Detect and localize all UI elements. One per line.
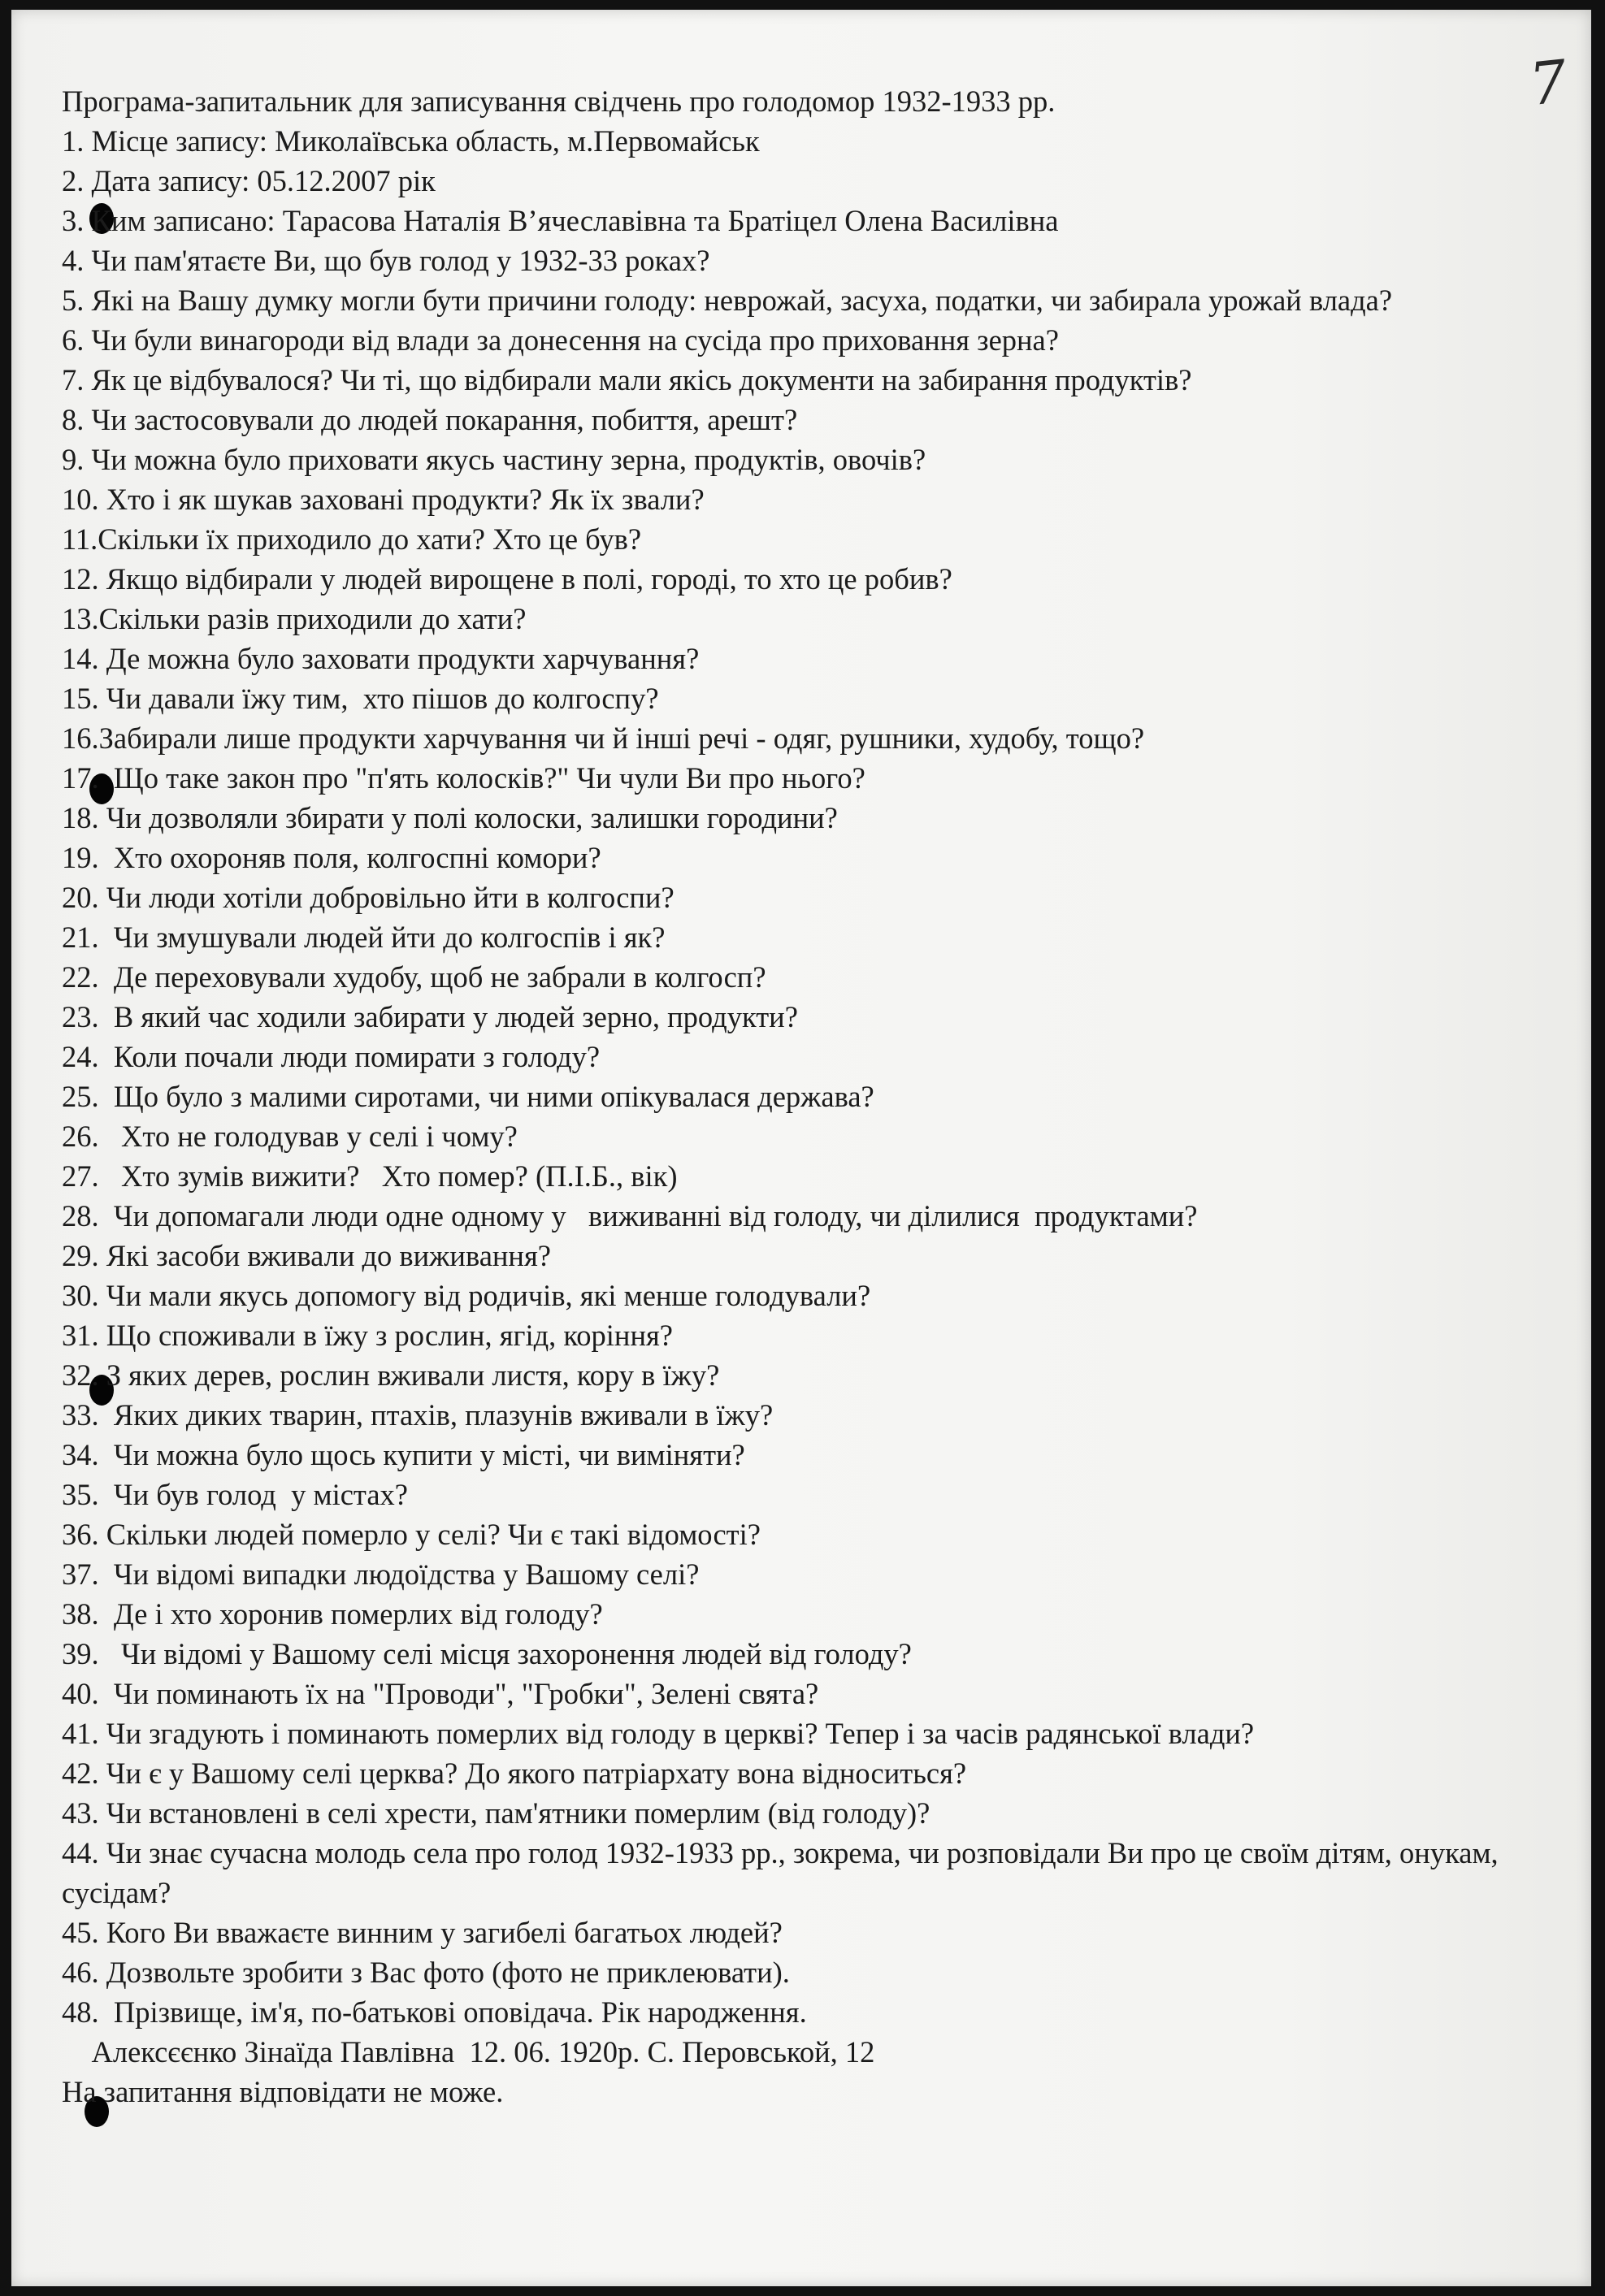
question-line: 5. Які на Вашу думку могли бути причини голоду: неврожай, засуха, податки, чи забирала урожай влада? [62, 284, 1393, 317]
question-line: 19. Хто охороняв поля, колгоспні комори? [62, 841, 601, 874]
question-line: 45. Кого Ви вважаєте винним у загибелі багатьох людей? [62, 1916, 783, 1949]
question-line: 32. З яких дерев, рослин вживали листя, кору в їжу? [62, 1358, 720, 1392]
question-line: 1. Місце запису: Миколаївська область, м.Первомайськ [62, 124, 760, 158]
question-line: 27. Хто зумів вижити? Хто помер? (П.І.Б., вік) [62, 1159, 678, 1193]
question-line: 21. Чи змушували людей йти до колгоспів і як? [62, 921, 666, 954]
question-line: 15. Чи давали їжу тим, хто пішов до колгоспу? [62, 682, 659, 715]
question-line: 20. Чи люди хотіли добровільно йти в колгоспи? [62, 881, 675, 914]
question-line: 36. Скільки людей померло у селі? Чи є такі відомості? [62, 1518, 761, 1551]
question-line: 44. Чи знає сучасна молодь села про голод 1932-1933 рр., зокрема, чи розповідали Ви про це своїм дітям, онукам, сусідам? [62, 1836, 1499, 1909]
question-line: 11.Скільки їх приходило до хати? Хто це був? [62, 522, 642, 556]
question-line: 40. Чи поминають їх на "Проводи", "Гробки", Зелені свята? [62, 1677, 819, 1710]
question-line: 14. Де можна було заховати продукти харчування? [62, 642, 700, 675]
question-line: 7. Як це відбувалося? Чи ті, що відбирали мали якісь документи на забирання продуктів? [62, 363, 1192, 396]
respondent-line: Алексєєнко Зінаїда Павлівна 12. 06. 1920р. С. Перовськой, 12 [62, 2035, 875, 2069]
question-line: 2. Дата запису: 05.12.2007 рік [62, 164, 436, 197]
question-line: 3. Ким записано: Тарасова Наталія В’ячеславівна та Братіцел Олена Василівна [62, 204, 1059, 237]
question-line: 4. Чи пам'ятаєте Ви, що був голод у 1932-33 роках? [62, 244, 710, 277]
question-line: 22. Де переховували худобу, щоб не забрали в колгосп? [62, 960, 766, 994]
question-line: 23. В який час ходили забирати у людей зерно, продукти? [62, 1000, 798, 1033]
question-line: 28. Чи допомагали люди одне одному у виживанні від голоду, чи ділилися продуктами? [62, 1199, 1198, 1232]
question-line: 10. Хто і як шукав заховані продукти? Як їх звали? [62, 483, 705, 516]
question-line: 41. Чи згадують і поминають померлих від голоду в церкві? Тепер і за часів радянської влади? [62, 1717, 1255, 1750]
handwritten-page-number: 7 [1525, 46, 1571, 119]
question-line: 33. Яких диких тварин, птахів, плазунів вживали в їжу? [62, 1398, 774, 1432]
question-line: 9. Чи можна було приховати якусь частину зерна, продуктів, овочів? [62, 443, 926, 476]
question-line: 12. Якщо відбирали у людей вирощене в полі, городі, то хто це робив? [62, 562, 952, 596]
closing-note: На запитання відповідати не може. [62, 2075, 504, 2108]
question-line: 18. Чи дозволяли збирати у полі колоски, залишки городини? [62, 801, 838, 834]
question-line: 8. Чи застосовували до людей покарання, побиття, арешт? [62, 403, 798, 436]
question-line: 13.Скільки разів приходили до хати? [62, 602, 527, 635]
question-line: 31. Що споживали в їжу з рослин, ягід, коріння? [62, 1319, 673, 1352]
question-line: 42. Чи є у Вашому селі церква? До якого патріархату вона відноситься? [62, 1757, 967, 1790]
document-title: Програма-запитальник для записування свідчень про голодомор 1932-1933 рр. [62, 84, 1056, 118]
question-line: 26. Хто не голодував у селі і чому? [62, 1120, 518, 1153]
question-line: 24. Коли почали люди помирати з голоду? [62, 1040, 601, 1073]
question-line: 48. Прізвище, ім'я, по-батькові оповідача. Рік народження. [62, 1995, 807, 2029]
question-line: 25. Що було з малими сиротами, чи ними опікувалася держава? [62, 1080, 874, 1113]
question-line: 35. Чи був голод у містах? [62, 1478, 408, 1511]
question-line: 38. Де і хто хоронив померлих від голоду? [62, 1597, 603, 1631]
question-line: 30. Чи мали якусь допомогу від родичів, які менше голодували? [62, 1279, 871, 1312]
question-line: 34. Чи можна було щось купити у місті, чи виміняти? [62, 1438, 745, 1471]
question-line: 43. Чи встановлені в селі хрести, пам'ятники померлим (від голоду)? [62, 1796, 930, 1830]
question-line: 29. Які засоби вживали до виживання? [62, 1239, 551, 1272]
question-line: 17. Що таке закон про "п'ять колосків?" Чи чули Ви про нього? [62, 761, 865, 795]
question-line: 16.Забирали лише продукти харчування чи й інші речі - одяг, рушники, худобу, тощо? [62, 721, 1145, 755]
question-line: 39. Чи відомі у Вашому селі місця захоронення людей від голоду? [62, 1637, 912, 1670]
questionnaire-text [62, 81, 1508, 2112]
question-line: 46. Дозвольте зробити з Вас фото (фото не приклеювати). [62, 1956, 790, 1989]
question-line: 6. Чи були винагороди від влади за донесення на сусіда про приховання зерна? [62, 323, 1059, 357]
question-line: 37. Чи відомі випадки людоїдства у Вашому селі? [62, 1557, 700, 1591]
